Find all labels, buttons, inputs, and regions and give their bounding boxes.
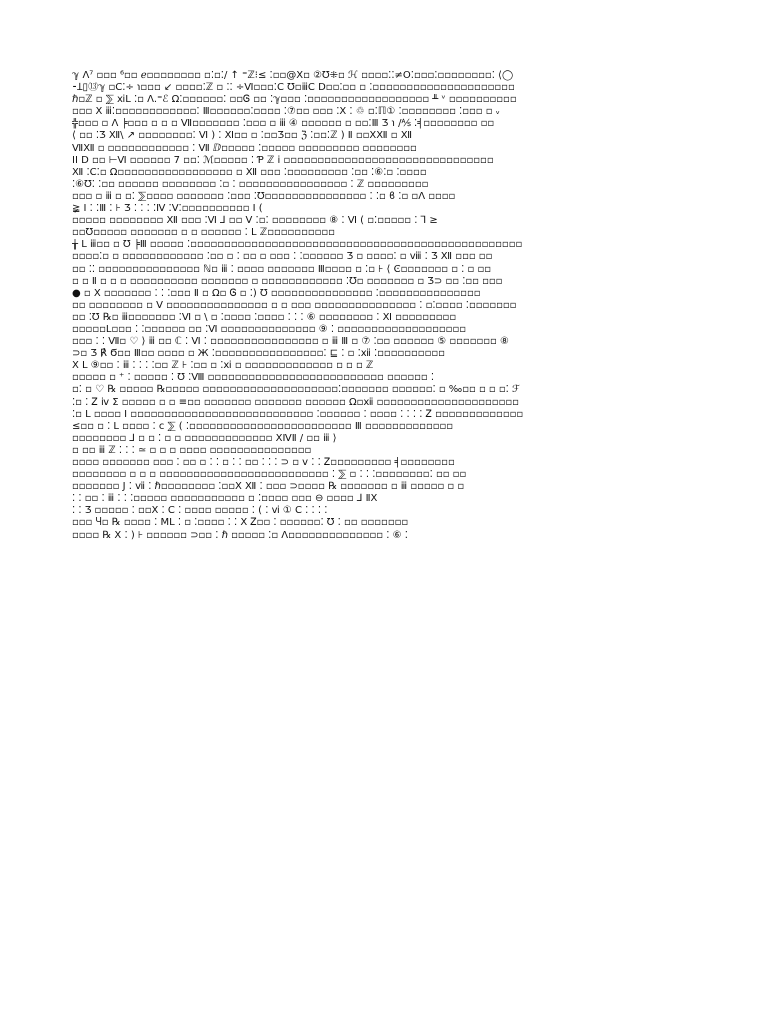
text-line: ⊃▫ Ʒ ℟ Ϭ▫▫ Ⅲ▫▫ ▫▫▫▫ ▫ Ж ⁚▫▫▫▫▫▫▫▫▫▫▫▫▫▫▫▫⁚ ⊑ ⁚ ▫ ⁚ⅻ ⁚▫▫▫▫▫▫▫▫▫▫ bbox=[72, 348, 445, 360]
text-line: ▫▫ ⁚⁚ ▫▫▫▫▫▫▫▫▫▫▫▫▫▫▫ ℕ▫ ⅲ ⁚ ▫▫▫▫ ▫▫▫▫▫▫▫ Ⅲ▫▫▫▫ ▫ ⁚▫ ⊦ ⟨ Ͼ▫▫▫▫▫▫▫ ▫ ⁚ ▫ ▫▫ bbox=[72, 263, 492, 275]
text-line: ▫▫▫▫▫Ⅼ▫▫▫ ⁚ ⁚▫▫▫▫▫▫ ▫▫ ⁚Ⅵ ▫▫▫▫▫▫▫▫▫▫▫▫▫▫ ⑨ ⁚ ▫▫▫▫▫▫▫▫▫▫▫▫▫▫▫▫▫▫▫ bbox=[72, 323, 466, 335]
text-line: ▫▫▫▫▫▫▫▫ ▫ ▫ ▫ ▫▫▫▫▫▫▫▫▫▫▫▫▫▫▫▫▫▫▫▫▫▫▫▫▫ ⁚ ⅀ ▫ ⁚ ⁚ ⁚▫▫▫▫▫▫▫▫⁚ ▫▫ ▫▫ bbox=[72, 469, 467, 481]
garbled-text-block bbox=[72, 70, 708, 542]
text-line: ▫▫▫▫▫ ▫ ⁺ ⁚ ▫▫▫▫▫ ⁚ Ʊ ⁚Ⅷ ▫▫▫▫▫▫▫▫▫▫▫▫▫▫▫▫▫▫▫▫▫▫▫▫▫▫ ▫▫▫▫▫▫ ⁚ bbox=[72, 372, 435, 384]
text-line: ╬▫▫▫ ▫ Λ ╞▫▫▫ ▫ ▫ ▫ Ⅶ▫▫▫▫▫▫▫ ⁚▫▫▫ ▫ ⅲ ④ ▫▫▫▫▫▫ ▫ ▫▫⁚Ⅲ Ʒ ℩ /⅍ ⁚╡▫▫▫▫▫▫▫▫ ▫▫ bbox=[72, 118, 495, 130]
text-line: ⁚ ⁚ ▫▫ ⁚ ⅲ ⁚ ⁚ ⁚▫▫▫▫▫ ▫▫▫▫▫▫▫▫▫▫▫ ▫ ⁚▫▫▫▫ ▫▫▫ ⊖ ▫▫▫▫ ⅃ ⅡⅩ bbox=[72, 493, 378, 505]
text-line: ▫▫ ▫▫▫▫▫▫▫▫ ▫ Ⅴ ▫▫▫▫▫▫▫▫▫▫▫▫▫▫▫ ▫ ▫ ▫▫▫ ▫▫▫▫▫▫▫▫▫▫▫▫▫▫▫ ⁚ ▫⁚▫▫▫▫ ⁚▫▫▫▫▫▫▫ bbox=[72, 299, 517, 311]
text-line: ▫▫▫ ▫ ⅲ ▫ ▫⁚ ⅀▫▫▫▫ ▫▫▫▫▫▫▫ ⁚▫▫▫ ⁚Ʊ▫▫▫▫▫▫▫▫▫▫▫▫▫▫▫ ⁚ ⁚▫ ϐ ⁚▫ ▫Λ ▫▫▫▫ bbox=[72, 190, 456, 202]
text-line: ▫▫▫▫⁚▫ ▫ ▫▫▫▫▫▫▫▫▫▫▫▫ ⁚▫▫ ▫ ⁚ ▫▫ ▫ ▫▫▫ ⁚ ⁚▫▫▫▫▫▫ Ʒ ▫ ▫▫▫▫⁚ ▫ ⅷ ⁚ Ʒ Ⅻ ▫▫▫ ▫▫ bbox=[72, 251, 493, 263]
text-line: ℽ Λ⁷ ▫▫▫ ⁶▫▫ ℯ▫▫▫▫▫▫▫▫ ▫⁚▫⁚/ ↑ ⁼ℤ⁝≤ ⁚▫▫@Ⅹ▫ ②Ʊ⁜▫ ℋ ▫▫▫▫⁚⁚≠Ö⁚▫▫▫⁚▫▫▫▫▫▫▫▫⁚ ⟨◯ bbox=[72, 70, 514, 81]
text-line: ℏ▫ℤ ▫ ⅀ ⅺⅬ ⁚▫ Λ.⁼ℰ Ω⁚▫▫▫▫▫▫⁚ ▫▫Ꮆ ▫▫ ⁚ℽ▫▫▫ ⁚▫▫▫▫▫▫▫▫▫▫▫▫▫▫▫▫▫▫ ╨ ᵛ ▫▫▫▫▫▫▫▫▫▫ bbox=[72, 94, 517, 106]
text-line: ▫▫▫▫ ℞ Ⅹ ⁚ ) ⊦ ▫▫▫▫▫▫ ⊃▫▫ ⁚ ℏ ▫▫▫▫▫ ⁚▫ Λ▫▫▫▫▫▫▫▫▫▫▫▫▫▫ ⁚ ⑥ ⁚ bbox=[72, 529, 408, 541]
text-line: ⁃Ʇ▯⑬ℽ ▫C⁚÷ ℩▫▫▫ ↙ ▫▫▫▫⁚ℤ ▫ ⁚⁚ ÷Ⅵ▫▫▫⁚C Ʊ▫ⅲC D▫▫⁚▫▫ ▫ ⁚▫▫▫▫▫▫▫▫▫▫▫▫▫▫▫▫▫▫▫▫▫ bbox=[72, 82, 515, 94]
text-line: ▫⁚ ▫ ♡ ℞ ▫▫▫▫▫ ℞▫▫▫▫▫ ▫▫▫▫▫▫▫▫▫▫▫▫▫▫▫▫▫▫▫▫⁚▫▫▫▫▫▫▫ ▫▫▫▫▫▫⁚ ▫ ‰▫▫ ▫ ▫ ▫⁚ ℱ bbox=[72, 384, 520, 396]
text-line: ▫ ▫ Ⅱ ▫ ▫ ▫ ▫▫▫▫▫▫▫▫▫▫ ▫▫▫▫▫▫▫ ▫ ▫▫▫▫▫▫▫▫▫▫▫▫ ⁚Ʊ▫ ▫▫▫▫▫▫▫ ▫ Ʒ⊃ ▫▫ ⁚▫▫ ▫▫▫ bbox=[72, 275, 503, 287]
text-line: ╁ Ⅼ ⅲ▫▫ ▫ Ʊ ╞Ⅲ ▫▫▫▫▫ ⁚▫▫▫▫▫▫▫▫▫▫▫▫▫▫▫▫▫▫▫▫▫▫▫▫▫▫▫▫▫▫▫▫▫▫▫▫▫▫▫▫▫▫▫▫▫▫▫▫▫ bbox=[72, 239, 523, 251]
text-line: ▫▫ ⁚Ʊ ℞▫ ⅲ▫▫▫▫▫▫▫ ⁚Ⅵ ▫ \ ▫ ⁚▫▫▫▫ ⁚▫▫▫▫ ⁚ ⁚ ⁚ ⑥ ▫▫▫▫▫▫▫▫ ⁚ Ⅺ ▫▫▫▫▫▫▫▫▫ bbox=[72, 311, 457, 323]
text-line: Ⅻ ⁚C⁚▫ Ω▫▫▫▫▫▫▫▫▫▫▫▫▫▫▫▫▫ ▫ Ⅻ ▫▫▫ ⁚▫▫▫▫▫▫▫▫▫ ⁚▫▫ ⁚⑥⁚▫ ⁚▫▫▫▫ bbox=[72, 166, 427, 178]
text-line: ▫▫▫ Ⴗ▫ ℞ ▫▫▫▫ ⁚ ⅯⅬ ⁚ ▫ ⁚▫▫▫▫ ⁚ ⁚ Ⅹ Ꮓ▫▫ ⁚ ▫▫▫▫▫▫⁚ Ʊ ⁚ ▫▫ ▫▫▫▫▫▫▫ bbox=[72, 517, 409, 529]
text-line: ⁚▫ Ⅼ ▫▫▫▫ Ⅰ ▫▫▫▫▫▫▫▫▫▫▫▫▫▫▫▫▫▫▫▫▫▫▫▫▫▫▫ ⁚▫▫▫▫▫▫ ⁚ ▫▫▫▫ ⁚ ⁚ ⁚ ⁚ Ꮓ ▫▫▫▫▫▫▫▫▫▫▫▫▫ bbox=[72, 408, 524, 420]
text-line: ▫▫▫▫▫ ▫▫▫▫▫▫▫▫ Ⅻ ▫▫▫ ⁚Ⅵ ⅃ ▫▫ Ⅴ ⁚▫⁚ ▫▫▫▫▫▫▫▫ ⑧ ⁚ Ⅵ ( ▫⁚▫▫▫▫▫ ⁚ ⅂ ≥ bbox=[72, 215, 438, 227]
text-line: ▫▫Ʊ▫▫▫▫▫ ▫▫▫▫▫▫▫ ▫ ▫ ▫▫▫▫▫▫ ⁚ Ⅼ ℤ▫▫▫▫▫▫▫▫▫▫ bbox=[72, 227, 335, 239]
text-line: ⁚▫ ⁚ Ꮓ ⅳ Ʃ ▫▫▫▫▫ ▫ ▫ ≡▫▫ ▫▫▫▫▫▫▫ ▫▫▫▫▫▫▫ ▫▫▫▫▫▫ Ω▫ⅻ ▫▫▫▫▫▫▫▫▫▫▫▫▫▫▫▫▫▫▫▫▫ bbox=[72, 396, 519, 408]
text-line: ▫▫▫ Ⅹ ⅲ⁚▫▫▫▫▫▫▫▫▫▫▫▫⁚ Ⅲ▫▫▫▫▫▫⁚▫▫▫▫ ⁚⑦▫▫ ▫▫▫ ⁚Ⅹ ⁚ ♲ ▫⁚ℿ① ⁚▫▫▫▫▫▫▫▫ ⁚▫▫▫ ▫ ᵥ bbox=[72, 106, 500, 118]
text-line: ▫▫▫▫ ▫▫▫▫▫▫▫ ▫▫▫ ⁚ ▫▫ ▫ ⁚ ⁚ ▫ ⁚ ⁚ ▫▫ ⁚ ⁚ ⁚ ⊃ ▫ ⅴ ⁚ ⁚ Ꮓ▫▫▫▫▫▫▫▫▫ ╡▫▫▫▫▫▫▫▫ bbox=[72, 457, 455, 468]
text-line: ⅦⅫ ▫ ▫▫▫▫▫▫▫▫▫▫▫▫ ⁚ Ⅶ ⅅ▫▫▫▫▫ ⁚▫▫▫▫▫ ▫▫▫▫▫▫▫▫▫ ▫▫▫▫▫▫▫▫ bbox=[72, 142, 417, 154]
text-line: ● ▫ Ⅹ ▫▫▫▫▫▫▫ ⁚ ⁚ ⁚▫▫▫ Ⅱ ▫ Ω▫ Ꮆ ▫ ⁚) Ʊ ▫▫▫▫▫▫▫▫▫▫▫▫▫▫▫ ⁚▫▫▫▫▫▫▫▫▫▫▫▫▫▫▫ bbox=[72, 287, 481, 299]
text-line: ⟨ ▫▫ ⁚Ʒ Ⅻ\ ↗ ▫▫▫▫▫▫▫▫⁚ Ⅵ ) ⁚ Ⅺ▫▫ ▫ ⁚▫▫Ʒ▫▫ ℨ ⁚▫▫⁚ℤ ) Ⅱ ▫▫ⅩⅫ ▫ Ⅻ bbox=[72, 130, 413, 142]
text-line: Ⅹ Ⅼ ⑨▫▫ ⁚ ⅲ ⁚ ⁚ ⁚ ⁚▫▫ ℤ ⊦ ⁚▫▫ ▫ ⁚ⅺ ▫ ▫▫▫▫▫▫▫▫▫▫▫▫▫ ▫ ▫ ▫ ℤ bbox=[72, 360, 374, 372]
text-line: ⅠⅠ Ⅾ ▫▫ ⊢Ⅵ ▫▫▫▫▫▫ 7 ▫▫⁚ ℳ▫▫▫▫▫ ⁚ Ƥ ℤ ⅰ ▫▫▫▫▫▫▫▫▫▫▫▫▫▫▫▫▫▫▫▫▫▫▫▫▫▫▫▫▫▫▫ bbox=[72, 154, 494, 166]
text-line: ≤▫▫ ▫ ⁚ Ⅼ ▫▫▫▫ ⁚ ⅽ ⅀ ( ⁚▫▫▫▫▫▫▫▫▫▫▫▫▫▫▫▫▫▫▫▫▫▫▫▫ Ⅲ ▫▫▫▫▫▫▫▫▫▫▫▫▫ bbox=[72, 420, 454, 432]
text-line: ⁚⑥Ʊ⁚ ⁚▫▫ ▫▫▫▫▫▫ ▫▫▫▫▫▫▫▫ ⁚▫ ⁚ ▫▫▫▫▫▫▫▫▫▫▫▫▫▫▫▫ ⁚ ℤ ▫▫▫▫▫▫▫▫▫ bbox=[72, 178, 429, 190]
text-line: ≩ Ⅰ ⁚ ⁚Ⅲ ⁚ ⊦ Ʒ ⁚ ⁚ ⁚ ⁚Ⅳ ⁚Ⅴ⁚▫▫▫▫▫▫▫▫▫▫ Ⅰ ( bbox=[72, 203, 263, 215]
text-line: ⁚ ⁚ Ʒ ▫▫▫▫▫ ⁚ ▫▫Ⅹ ⁚ C ⁚ ▫▫▫▫ ▫▫▫▫▫ ⁚ ( ⁚ ⅵ ① C ⁚ ⁚ ⁚ ⁚ bbox=[72, 505, 328, 517]
text-line: ▫ ▫▫ ⅲ ℤ ⁚ ⁚ ⁚ ≃ ▫ ▫ ▫ ▫▫▫▫ ▫▫▫▫▫▫▫▫▫▫▫▫▫▫▫ bbox=[72, 444, 312, 456]
text-line: ▫▫▫▫▫▫▫▫ ⅃ ▫ ▫ ⁚ ▫ ▫ ▫▫▫▫▫▫▫▫▫▫▫▫▫ ⅩⅣⅡ / ▫▫ ⅲ ⟩ bbox=[72, 432, 337, 444]
text-line: ▫▫▫▫▫▫▫ Ϳ ⁚ ⅶ ⁚ ℏ▫▫▫▫▫▫▫▫ ⁚▫▫Ⅹ Ⅻ ⁚ ▫▫▫ ⊃▫▫▫▫ ℞ ▫▫▫▫▫▫▫ ▫ ⅲ ▫▫▫▫▫ ▫ ▫ bbox=[72, 481, 465, 493]
text-line: ▫▫▫ ⁚ ⁚ Ⅶ▫ ♡ ⟩ ⅲ ▫▫ ℂ ⁚ Ⅵ ⁚ ▫▫▫▫▫▫▫▫▫▫▫▫▫▫▫▫ ▫ ⅲ Ⅲ ▫ ⑦ ⁚▫▫ ▫▫▫▫▫▫ ⑤ ▫▫▫▫▫▫▫ ⑧ bbox=[72, 336, 509, 348]
